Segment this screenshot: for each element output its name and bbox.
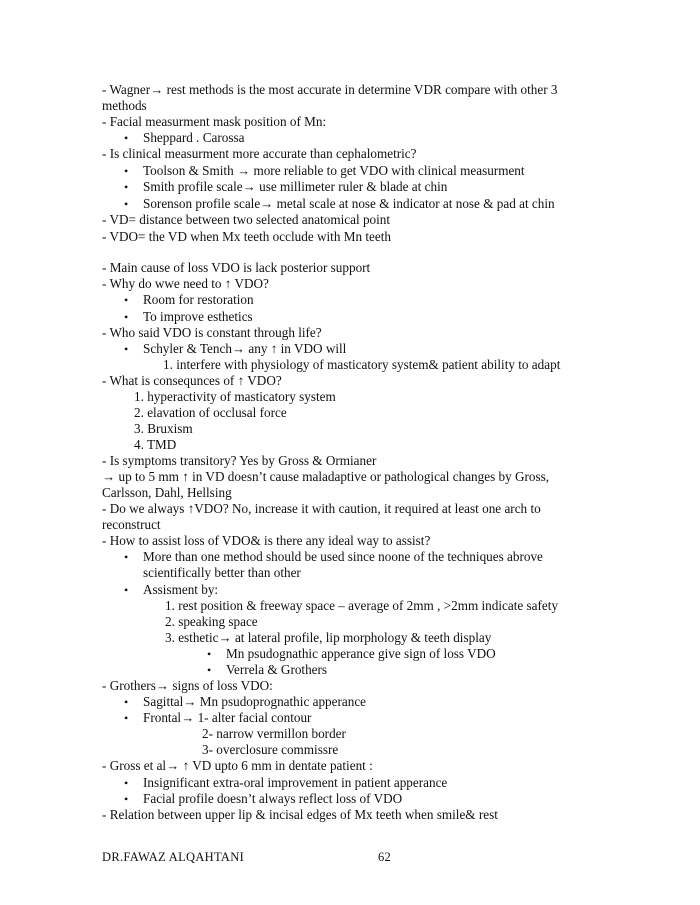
bullet-item: Facial profile doesn’t always reflect loss of VDO <box>143 791 403 806</box>
bullet-dot-icon: • <box>124 695 129 709</box>
text-line: 3. esthetic→ at lateral profile, lip morphology & teeth display <box>165 630 492 645</box>
bullet-item: Sheppard . Carossa <box>143 130 245 145</box>
bullet-dot-icon: • <box>124 197 129 211</box>
bullet-dot-icon: • <box>124 776 129 790</box>
bullet-dot-icon: • <box>124 550 129 564</box>
bullet-item: Schyler & Tench→ any ↑ in VDO will <box>143 341 347 356</box>
text-line: Carlsson, Dahl, Hellsing <box>102 485 232 500</box>
bullet-dot-icon: • <box>124 293 129 307</box>
text-line: 3- overclosure commissre <box>202 742 339 757</box>
bullet-dot-icon: • <box>124 310 129 324</box>
text-line: - Main cause of loss VDO is lack posterior support <box>102 260 371 275</box>
text-line: reconstruct <box>102 517 161 532</box>
text-line: - Is clinical measurment more accurate than cephalometric? <box>102 146 417 161</box>
text-line: 2. speaking space <box>165 614 258 629</box>
bullet-dot-icon: • <box>124 583 129 597</box>
text-line: scientifically better than other <box>143 565 301 580</box>
text-line: - Grothers→ signs of loss VDO: <box>102 678 273 693</box>
text-line: 1. rest position & freeway space – average of 2mm , >2mm indicate safety <box>165 598 559 613</box>
text-line: - Do we always ↑VDO? No, increase it with caution, it required at least one arch to <box>102 501 541 516</box>
text-line: 2- narrow vermillon border <box>202 726 346 741</box>
bullet-item: Assisment by: <box>143 582 219 597</box>
text-line: - How to assist loss of VDO& is there any ideal way to assist? <box>102 533 431 548</box>
text-line: 1. hyperactivity of masticatory system <box>134 389 336 404</box>
bullet-dot-icon: • <box>124 180 129 194</box>
text-line: - Facial measurment mask position of Mn: <box>102 114 327 129</box>
text-line: 4. TMD <box>134 437 177 452</box>
text-line: - Gross et al→ ↑ VD upto 6 mm in dentate patient : <box>102 758 373 773</box>
text-line: 3. Bruxism <box>134 421 193 436</box>
bullet-dot-icon: • <box>207 647 212 661</box>
bullet-dot-icon: • <box>124 164 129 178</box>
text-line: - Who said VDO is constant through life? <box>102 325 322 340</box>
text-line: → up to 5 mm ↑ in VD doesn’t cause maladaptive or pathological changes by Gross, <box>102 469 550 484</box>
text-line: 1. interfere with physiology of masticatory system& patient ability to adapt <box>163 357 561 372</box>
text-line: - VDO= the VD when Mx teeth occlude with Mn teeth <box>102 229 391 244</box>
bullet-dot-icon: • <box>207 663 212 677</box>
bullet-item: To improve esthetics <box>143 309 253 324</box>
footer-page-number: 62 <box>378 850 392 864</box>
text-line: 2. elavation of occlusal force <box>134 405 287 420</box>
bullet-item: Room for restoration <box>143 292 254 307</box>
text-line: - What is consequnces of ↑ VDO? <box>102 373 282 388</box>
bullet-item: Sorenson profile scale→ metal scale at nose & indicator at nose & pad at chin <box>143 196 555 211</box>
bullet-item: Sagittal→ Mn psudoprognathic apperance <box>143 694 367 709</box>
text-line: - Wagner→ rest methods is the most accurate in determine VDR compare with other 3 <box>102 82 558 97</box>
footer-author: DR.FAWAZ ALQAHTANI <box>102 850 245 864</box>
bullet-item: More than one method should be used since noone of the techniques abrove <box>143 549 543 564</box>
text-line: - Why do wwe need to ↑ VDO? <box>102 276 269 291</box>
bullet-item: Verrela & Grothers <box>226 662 328 677</box>
text-line: - Relation between upper lip & incisal edges of Mx teeth when smile& rest <box>102 807 498 822</box>
bullet-dot-icon: • <box>124 792 129 806</box>
bullet-dot-icon: • <box>124 131 129 145</box>
text-line: methods <box>102 98 147 113</box>
text-line: - VD= distance between two selected anatomical point <box>102 212 391 227</box>
bullet-item: Mn psudognathic apperance give sign of loss VDO <box>226 646 496 661</box>
bullet-dot-icon: • <box>124 711 129 725</box>
bullet-item: Smith profile scale→ use millimeter ruler & blade at chin <box>143 179 448 194</box>
bullet-dot-icon: • <box>124 342 129 356</box>
bullet-item: Insignificant extra-oral improvement in patient apperance <box>143 775 448 790</box>
bullet-item: Frontal→ 1- alter facial contour <box>143 710 312 725</box>
bullet-item: Toolson & Smith → more reliable to get VDO with clinical measurment <box>143 163 525 178</box>
text-line: - Is symptoms transitory? Yes by Gross & Ormianer <box>102 453 377 468</box>
